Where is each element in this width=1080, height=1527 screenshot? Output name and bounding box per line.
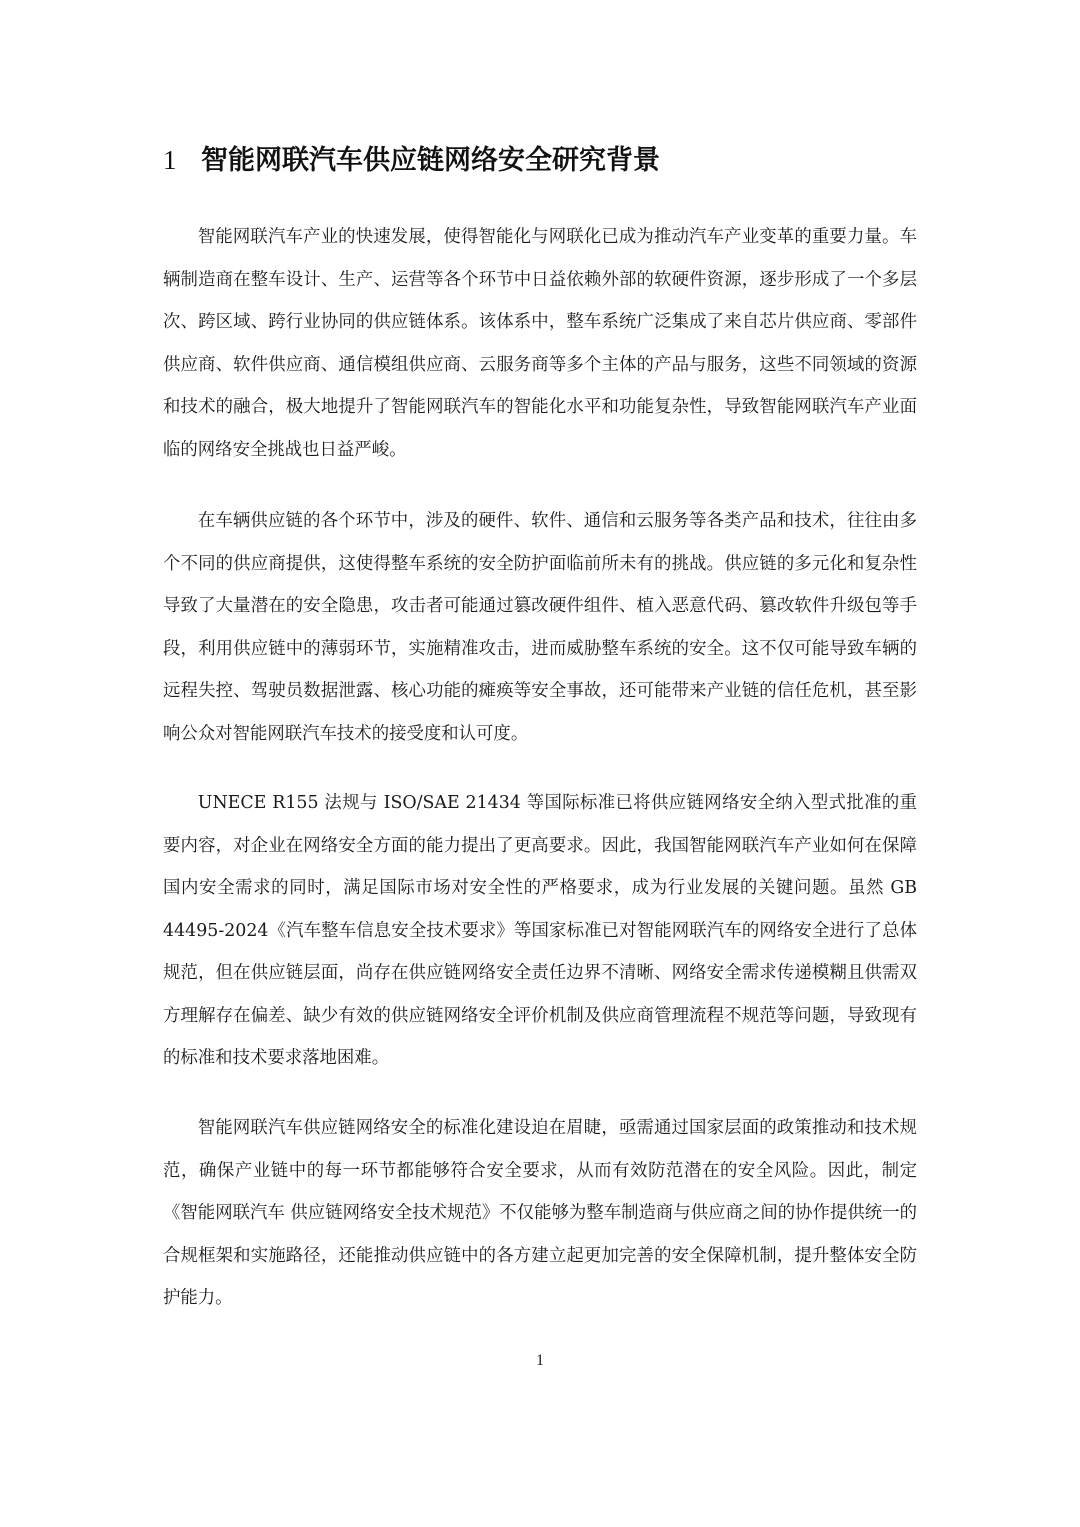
section-number: 1 [163, 145, 177, 175]
body-paragraph-1: 智能网联汽车产业的快速发展，使得智能化与网联化已成为推动汽车产业变革的重要力量。车辆制造商在整车设计、生产、运营等各个环节中日益依赖外部的软硬件资源，逐步形成了一个多层次、跨区域、跨行业协同的供应链体系。该体系中，整车系统广泛集成了来自芯片供应商、零部件供应商、软件供应商、通信模组供应商、云服务商等多个主体的产品与服务，这些不同领域的资源和技术的融合，极大地提升了智能网联汽车的智能化水平和功能复杂性，导致智能网联汽车产业面临的网络安全挑战也日益严峻。 [163, 227, 917, 460]
body-paragraph-3: UNECE R155 法规与 ISO/SAE 21434 等国际标准已将供应链网络安全纳入型式批准的重要内容，对企业在网络安全方面的能力提出了更高要求。因此，我国智能网联汽车产业如何在保障国内安全需求的同时，满足国际市场对安全性的严格要求，成为行业发展的关键问题。虽然 GB 44495-2024《汽车整车信息安全技术要求》等国家标准已对智能网联汽车的网络安全进行了总体规范，但在供应链层面，尚存在供应链网络安全责任边界不清晰、网络安全需求传递模糊且供需双方理解存在偏差、缺少有效的供应链网络安全评价机制及供应商管理流程不规范等问题，导致现有的标准和技术要求落地困难。 [163, 793, 917, 1068]
section-title: 智能网联汽车供应链网络安全研究背景 [201, 145, 660, 176]
body-paragraph-4: 智能网联汽车供应链网络安全的标准化建设迫在眉睫，亟需通过国家层面的政策推动和技术规范，确保产业链中的每一环节都能够符合安全要求，从而有效防范潜在的安全风险。因此，制定《智能网联汽车 供应链网络安全技术规范》不仅能够为整车制造商与供应商之间的协作提供统一的合规框架和实施路径，还能推动供应链中的各方建立起更加完善的安全保障机制，提升整体安全防护能力。 [163, 1118, 917, 1308]
body-paragraph-2: 在车辆供应链的各个环节中，涉及的硬件、软件、通信和云服务等各类产品和技术，往往由多个不同的供应商提供，这使得整车系统的安全防护面临前所未有的挑战。供应链的多元化和复杂性导致了大量潜在的安全隐患，攻击者可能通过篡改硬件组件、植入恶意代码、篡改软件升级包等手段，利用供应链中的薄弱环节，实施精准攻击，进而威胁整车系统的安全。这不仅可能导致车辆的远程失控、驾驶员数据泄露、核心功能的瘫痪等安全事故，还可能带来产业链的信任危机，甚至影响公众对智能网联汽车技术的接受度和认可度。 [163, 511, 917, 744]
section-heading [163, 140, 923, 181]
page-number: 1 [536, 1352, 544, 1369]
